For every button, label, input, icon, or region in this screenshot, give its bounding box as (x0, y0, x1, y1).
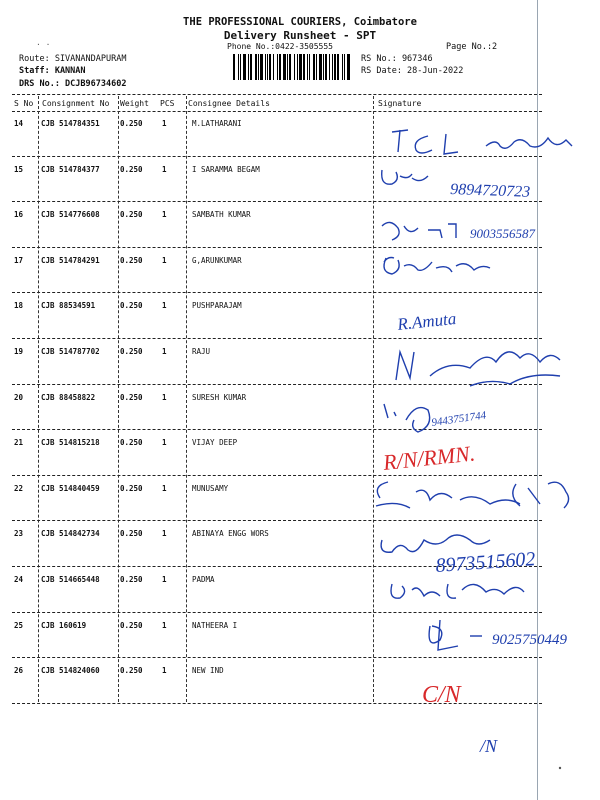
scan-speck: · · (36, 40, 51, 49)
cell-pcs: 1 (162, 164, 167, 174)
cell-weight: 0.250 (120, 347, 143, 356)
col-header-weight: Weight (120, 99, 149, 108)
drs-number: DRS No.: DCJB96734602 (19, 79, 127, 89)
cell-consignee: SAMBATH KUMAR (192, 210, 251, 220)
barcode-bar (240, 54, 241, 80)
signature-row-23-phone: 8973515602 (434, 548, 537, 577)
cell-sno: 14 (14, 119, 24, 128)
table-row (0, 386, 540, 431)
cell-consignee: NEW IND (192, 666, 224, 676)
barcode-bar (243, 54, 246, 80)
cell-consignment: CJB 514840459 (41, 483, 100, 493)
table-row (0, 158, 540, 203)
cell-weight: 0.250 (120, 483, 143, 493)
barcode-bar (344, 54, 345, 80)
table-row (0, 431, 540, 476)
barcode-bar (325, 54, 327, 80)
barcode-bar (337, 54, 339, 80)
table-row (0, 614, 540, 659)
table-row (0, 340, 540, 385)
route-label: Route: SIVANANDAPURAM (19, 54, 127, 64)
cell-sno: 15 (14, 164, 24, 174)
row-separator (12, 338, 542, 339)
cell-sno: 22 (14, 483, 24, 493)
cell-weight: 0.250 (120, 620, 143, 630)
cell-consignee: G,ARUNKUMAR (192, 255, 242, 265)
cell-consignee: PUSHPARAJAM (192, 301, 242, 311)
cell-weight: 0.250 (120, 164, 143, 174)
row-separator (12, 566, 542, 567)
cell-consignment: CJB 88458822 (41, 392, 96, 402)
col-header-consignment: Consignment No (42, 99, 110, 108)
table-row (0, 477, 540, 522)
row-separator (12, 384, 542, 385)
barcode-bar (289, 54, 291, 80)
cell-weight: 0.250 (120, 301, 143, 311)
barcode-bar (347, 54, 350, 80)
cell-consignment: CJB 514815218 (41, 438, 100, 448)
company-title: THE PROFESSIONAL COURIERS, Coimbatore (183, 16, 417, 28)
cell-weight: 0.250 (120, 575, 143, 584)
barcode-bar (319, 54, 322, 80)
barcode-bar (332, 54, 333, 80)
cell-sno: 19 (14, 347, 24, 356)
cell-weight: 0.250 (120, 255, 143, 265)
cell-consignee: SURESH KUMAR (192, 392, 247, 402)
cell-pcs: 1 (162, 666, 167, 676)
row-separator (12, 292, 542, 293)
barcode-bar (279, 54, 281, 80)
cell-pcs: 1 (162, 438, 167, 448)
cell-weight: 0.250 (120, 529, 143, 539)
barcode-bar (342, 54, 343, 80)
cell-pcs: 1 (162, 620, 167, 630)
cell-consignee: RAJU (192, 347, 211, 356)
signature-row-15-phone: 9894720723 (449, 181, 531, 201)
table-row (0, 249, 540, 294)
cell-pcs: 1 (162, 119, 167, 128)
col-header-consignee: Consignee Details (188, 99, 270, 108)
barcode-bar (299, 54, 302, 80)
barcode-bar (269, 54, 271, 80)
barcode-bar (309, 54, 310, 80)
cell-sno: 23 (14, 529, 24, 539)
phone-number: Phone No.:0422-3505555 (227, 42, 333, 51)
cell-consignment: CJB 514824060 (41, 666, 100, 676)
table-row (0, 522, 540, 567)
barcode-bar (303, 54, 305, 80)
barcode-bar (329, 54, 330, 80)
cell-consignment: CJB 88534591 (41, 301, 96, 311)
signature-row-16-phone: 9003556587 (470, 226, 535, 241)
cell-pcs: 1 (162, 529, 167, 539)
cell-consignment: CJB 514784377 (41, 164, 100, 174)
signature-row-20-phone: 9443751744 (430, 409, 487, 429)
cell-consignment: CJB 514784291 (41, 255, 100, 265)
barcode-bar (238, 54, 239, 80)
barcode-bar (250, 54, 252, 80)
barcode-bar (255, 54, 257, 80)
cell-consignee: PADMA (192, 575, 215, 584)
cell-consignee: I SARAMMA BEGAM (192, 164, 260, 174)
barcode-bar (277, 54, 278, 80)
cell-sno: 26 (14, 666, 24, 676)
footer-scribble: /N (480, 736, 498, 756)
barcode-bar (267, 54, 268, 80)
barcode-bar (233, 54, 235, 80)
signature-row-21-text: R/N/RMN. (381, 440, 477, 475)
cell-consignee: NATHEERA I (192, 620, 238, 630)
cell-consignee: MUNUSAMY (192, 483, 229, 493)
cell-consignment: CJB 514776608 (41, 210, 100, 220)
signature-row-25-phone: 9025750449 (492, 632, 567, 648)
row-separator (12, 201, 542, 202)
cell-pcs: 1 (162, 483, 167, 493)
cell-consignment: CJB 514787702 (41, 347, 100, 356)
cell-consignee: VIJAY DEEP (192, 438, 238, 448)
row-separator (12, 703, 542, 704)
barcode-bar (334, 54, 336, 80)
cell-pcs: 1 (162, 301, 167, 311)
cell-weight: 0.250 (120, 119, 143, 128)
row-separator (12, 657, 542, 658)
signature-row-26-text: C/N (422, 682, 461, 708)
cell-pcs: 1 (162, 347, 167, 356)
rs-date: RS Date: 28-Jun-2022 (361, 66, 464, 76)
staff-label: Staff: KANNAN (19, 66, 86, 76)
barcode-bar (297, 54, 298, 80)
row-separator (12, 612, 542, 613)
cell-pcs: 1 (162, 575, 167, 584)
cell-sno: 17 (14, 255, 24, 265)
barcode-bar (273, 54, 274, 80)
cell-sno: 18 (14, 301, 24, 311)
table-row (0, 568, 540, 613)
barcode-bar (313, 54, 315, 80)
table-row (0, 294, 540, 339)
barcode-bar (248, 54, 249, 80)
barcode-bar (294, 54, 295, 80)
cell-weight: 0.250 (120, 666, 143, 676)
row-separator (12, 156, 542, 157)
col-header-sno: S No (14, 99, 34, 108)
barcode-bar (260, 54, 263, 80)
barcode-bar (265, 54, 266, 80)
table-row (0, 203, 540, 248)
cell-pcs: 1 (162, 210, 167, 220)
signature-row-18-text: R.Amuta (396, 308, 458, 334)
cell-weight: 0.250 (120, 392, 143, 402)
cell-pcs: 1 (162, 392, 167, 402)
barcode-bar (323, 54, 324, 80)
cell-consignee: M.LATHARANI (192, 119, 242, 128)
cell-weight: 0.250 (120, 210, 143, 220)
cell-consignment: CJB 514665448 (41, 575, 100, 584)
row-separator (12, 475, 542, 476)
cell-pcs: 1 (162, 255, 167, 265)
barcode-bar (307, 54, 308, 80)
barcode-bar (258, 54, 259, 80)
barcode-image (233, 54, 353, 80)
rs-number: RS No.: 967346 (361, 54, 433, 64)
col-header-signature: Signature (378, 99, 422, 108)
barcode-bar (283, 54, 286, 80)
row-separator (12, 429, 542, 430)
cell-sno: 20 (14, 392, 24, 402)
col-header-pcs: PCS (160, 99, 175, 108)
cell-consignment: CJB 514842734 (41, 529, 100, 539)
cell-sno: 25 (14, 620, 24, 630)
barcode-bar (316, 54, 317, 80)
row-separator (12, 247, 542, 248)
row-separator (12, 520, 542, 521)
table-row (0, 112, 540, 157)
cell-consignee: ABINAYA ENGG WORS (192, 529, 269, 539)
page-number: Page No.:2 (446, 42, 498, 52)
table-row (0, 659, 540, 704)
cell-sno: 21 (14, 438, 24, 448)
barcode-bar (287, 54, 288, 80)
header-top-rule (12, 94, 542, 95)
runsheet-title: Delivery Runsheet - SPT (223, 29, 377, 42)
cell-consignment: CJB 514784351 (41, 119, 100, 128)
cell-consignment: CJB 160619 (41, 620, 87, 630)
cell-weight: 0.250 (120, 438, 143, 448)
cell-sno: 16 (14, 210, 24, 220)
cell-sno: 24 (14, 575, 24, 584)
